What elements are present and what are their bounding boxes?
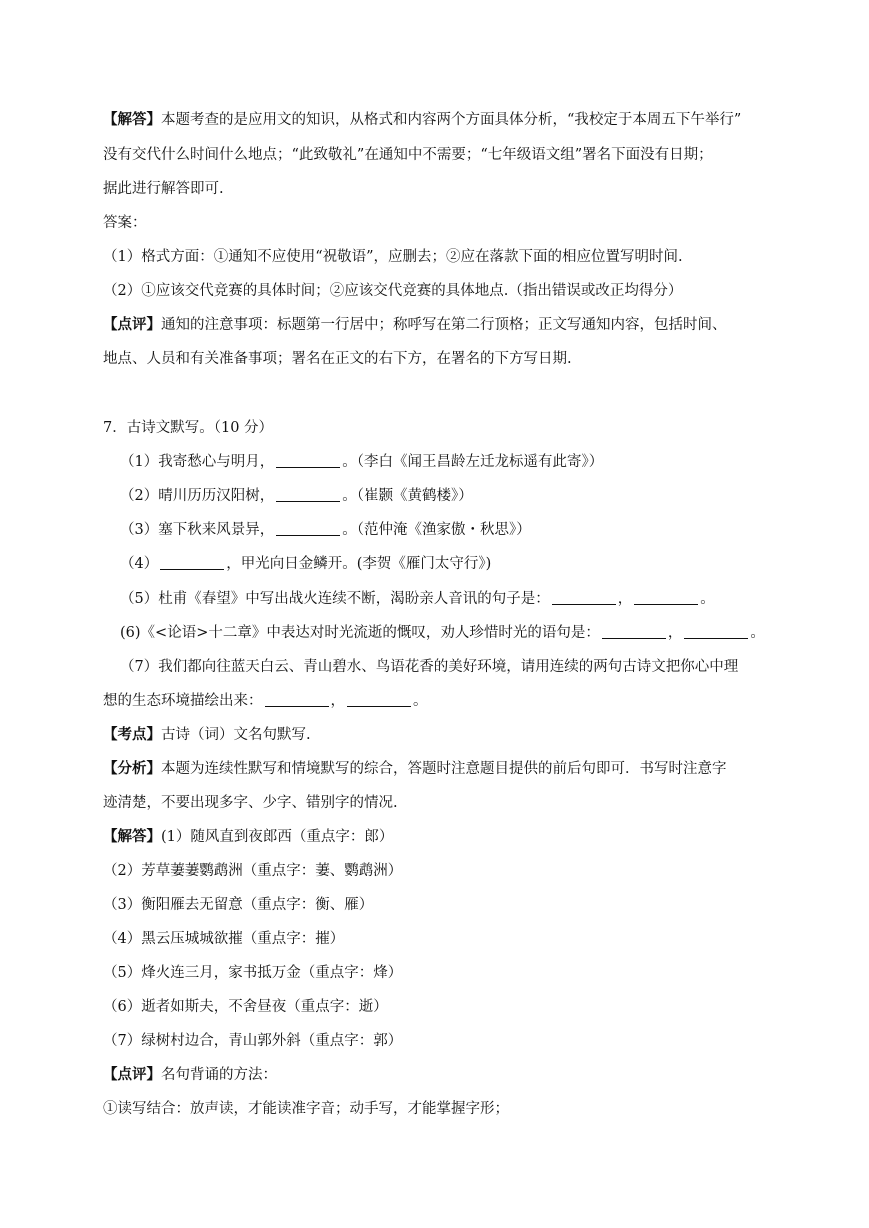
dianping-tag: 【点评】: [103, 1066, 161, 1083]
jieda-item-2: （2）芳草萋萋鹦鹉洲（重点字：萋、鹦鹉洲）: [103, 863, 403, 879]
q2-prompt: （2）晴川历历汉阳树，: [120, 488, 275, 504]
comment-line-2: 地点、人员和有关准备事项；署名在正文的右下方，在署名的下方写日期.: [103, 351, 572, 367]
answer-item-2: （2）①应该交代竞赛的具体时间；②应该交代竞赛的具体地点.（指出错误或改正均得分）: [103, 283, 683, 299]
dianping-method-1: ①读写结合：放声读，才能读准字音；动手写，才能掌握字形；: [103, 1101, 509, 1117]
q7-prompt: 想的生态环境描绘出来：: [103, 693, 263, 709]
dianping-line: [103, 1065, 277, 1085]
comment-text-1: 通知的注意事项：标题第一行居中；称呼写在第二行顶格；正文写通知内容，包括时间、: [161, 317, 727, 333]
comment-line-1: [103, 315, 727, 335]
q4-prompt: （4）: [120, 556, 159, 572]
jieda-item-7: （7）绿树村边合，青山郭外斜（重点字：郭）: [103, 1033, 403, 1049]
fenxi-text-1: 本题为连续性默写和情境默写的综合，答题时注意题目提供的前后句即可．书写时注意字: [161, 761, 727, 777]
kaodian-text: 古诗（词）文名句默写.: [161, 727, 311, 743]
answer-blank: [684, 624, 748, 639]
answer-para-line-2: 没有交代什么时间什么地点；“此致敬礼”在通知中不需要；“七年级语文组”署名下面没有日期；: [103, 147, 713, 163]
kaodian-line: [103, 725, 311, 745]
q5-prompt: （5）杜甫《春望》中写出战火连续不断，渴盼亲人音讯的句子是：: [120, 591, 550, 607]
q3-prompt: （3）塞下秋来风景异，: [120, 522, 275, 538]
jieda-item-4: （4）黑云压城城欲摧（重点字：摧）: [103, 931, 345, 947]
answer-blank: [552, 590, 616, 605]
question-7-item-1: [120, 452, 603, 472]
question-7-item-3: [120, 520, 531, 540]
answer-blank: [634, 590, 698, 605]
answer-label: 答案：: [103, 215, 147, 231]
q5-end: 。: [700, 591, 715, 607]
fenxi-line-2: 迹清楚，不要出现多字、少字、错别字的情况.: [103, 795, 398, 811]
kaodian-tag: 【考点】: [103, 726, 161, 743]
question-7-item-7-line-2: [103, 691, 428, 711]
q7-end: 。: [413, 693, 428, 709]
q4-source: ，甲光向日金鳞开。(李贺《雁门太守行》): [226, 556, 492, 572]
jieda-item-1: (1）随风直到夜郎西（重点字：郎）: [161, 829, 394, 845]
jieda-item-6: （6）逝者如斯夫，不舍昼夜（重点字：逝）: [103, 999, 388, 1015]
answer-blank: [276, 521, 340, 536]
q6-end: 。: [750, 625, 765, 641]
answer-text-1: 本题考查的是应用文的知识，从格式和内容两个方面具体分析，“我校定于本周五下午举行”: [161, 112, 742, 128]
answer-blank: [602, 624, 666, 639]
q5-separator: ，: [617, 591, 633, 607]
answer-item-1: （1）格式方面：①通知不应使用“祝敬语”，应删去；②应在落款下面的相应位置写明时间.: [103, 249, 683, 265]
q6-separator: ，: [667, 625, 683, 641]
q2-source: 。（崔颢《黄鹤楼》）: [342, 488, 473, 504]
question-7-item-2: [120, 486, 473, 506]
answer-tag: 【解答】: [103, 111, 161, 128]
q1-source: 。（李白《闻王昌龄左迁龙标遥有此寄》）: [342, 454, 604, 470]
jieda-item-5: （5）烽火连三月，家书抵万金（重点字：烽）: [103, 965, 403, 981]
answer-para-line-3: 据此进行解答即可.: [103, 181, 224, 197]
q7-separator: ，: [330, 693, 345, 709]
answer-para-line-1: [103, 110, 741, 130]
jieda-line-1: [103, 827, 393, 847]
q6-prompt: (6)《<论语>十二章》中表达对时光流逝的慨叹，劝人珍惜时光的语句是：: [120, 625, 600, 641]
jieda-item-3: （3）衡阳雁去无留意（重点字：衡、雁）: [103, 897, 374, 913]
dianping-text: 名句背诵的方法：: [161, 1067, 277, 1083]
answer-blank: [276, 453, 340, 468]
question-7-item-4: [120, 554, 491, 574]
answer-blank: [265, 692, 329, 707]
answer-blank: [160, 555, 224, 570]
fenxi-line-1: [103, 759, 727, 779]
fenxi-tag: 【分析】: [103, 760, 161, 777]
q3-source: 。（范仲淹《渔家傲・秋思》）: [342, 522, 531, 538]
question-7-item-7-line-1: （7）我们都向往蓝天白云、青山碧水、鸟语花香的美好环境，请用连续的两句古诗文把你心中理: [120, 659, 739, 675]
q1-prompt: （1）我寄愁心与明月，: [120, 454, 275, 470]
answer-blank: [347, 692, 411, 707]
question-7-item-5: [120, 589, 715, 609]
jieda-tag: 【解答】: [103, 828, 161, 845]
comment-tag: 【点评】: [103, 316, 161, 333]
answer-blank: [276, 487, 340, 502]
question-7-item-6: [120, 623, 765, 643]
question-7-title: 7．古诗文默写。（10 分）: [103, 420, 274, 436]
